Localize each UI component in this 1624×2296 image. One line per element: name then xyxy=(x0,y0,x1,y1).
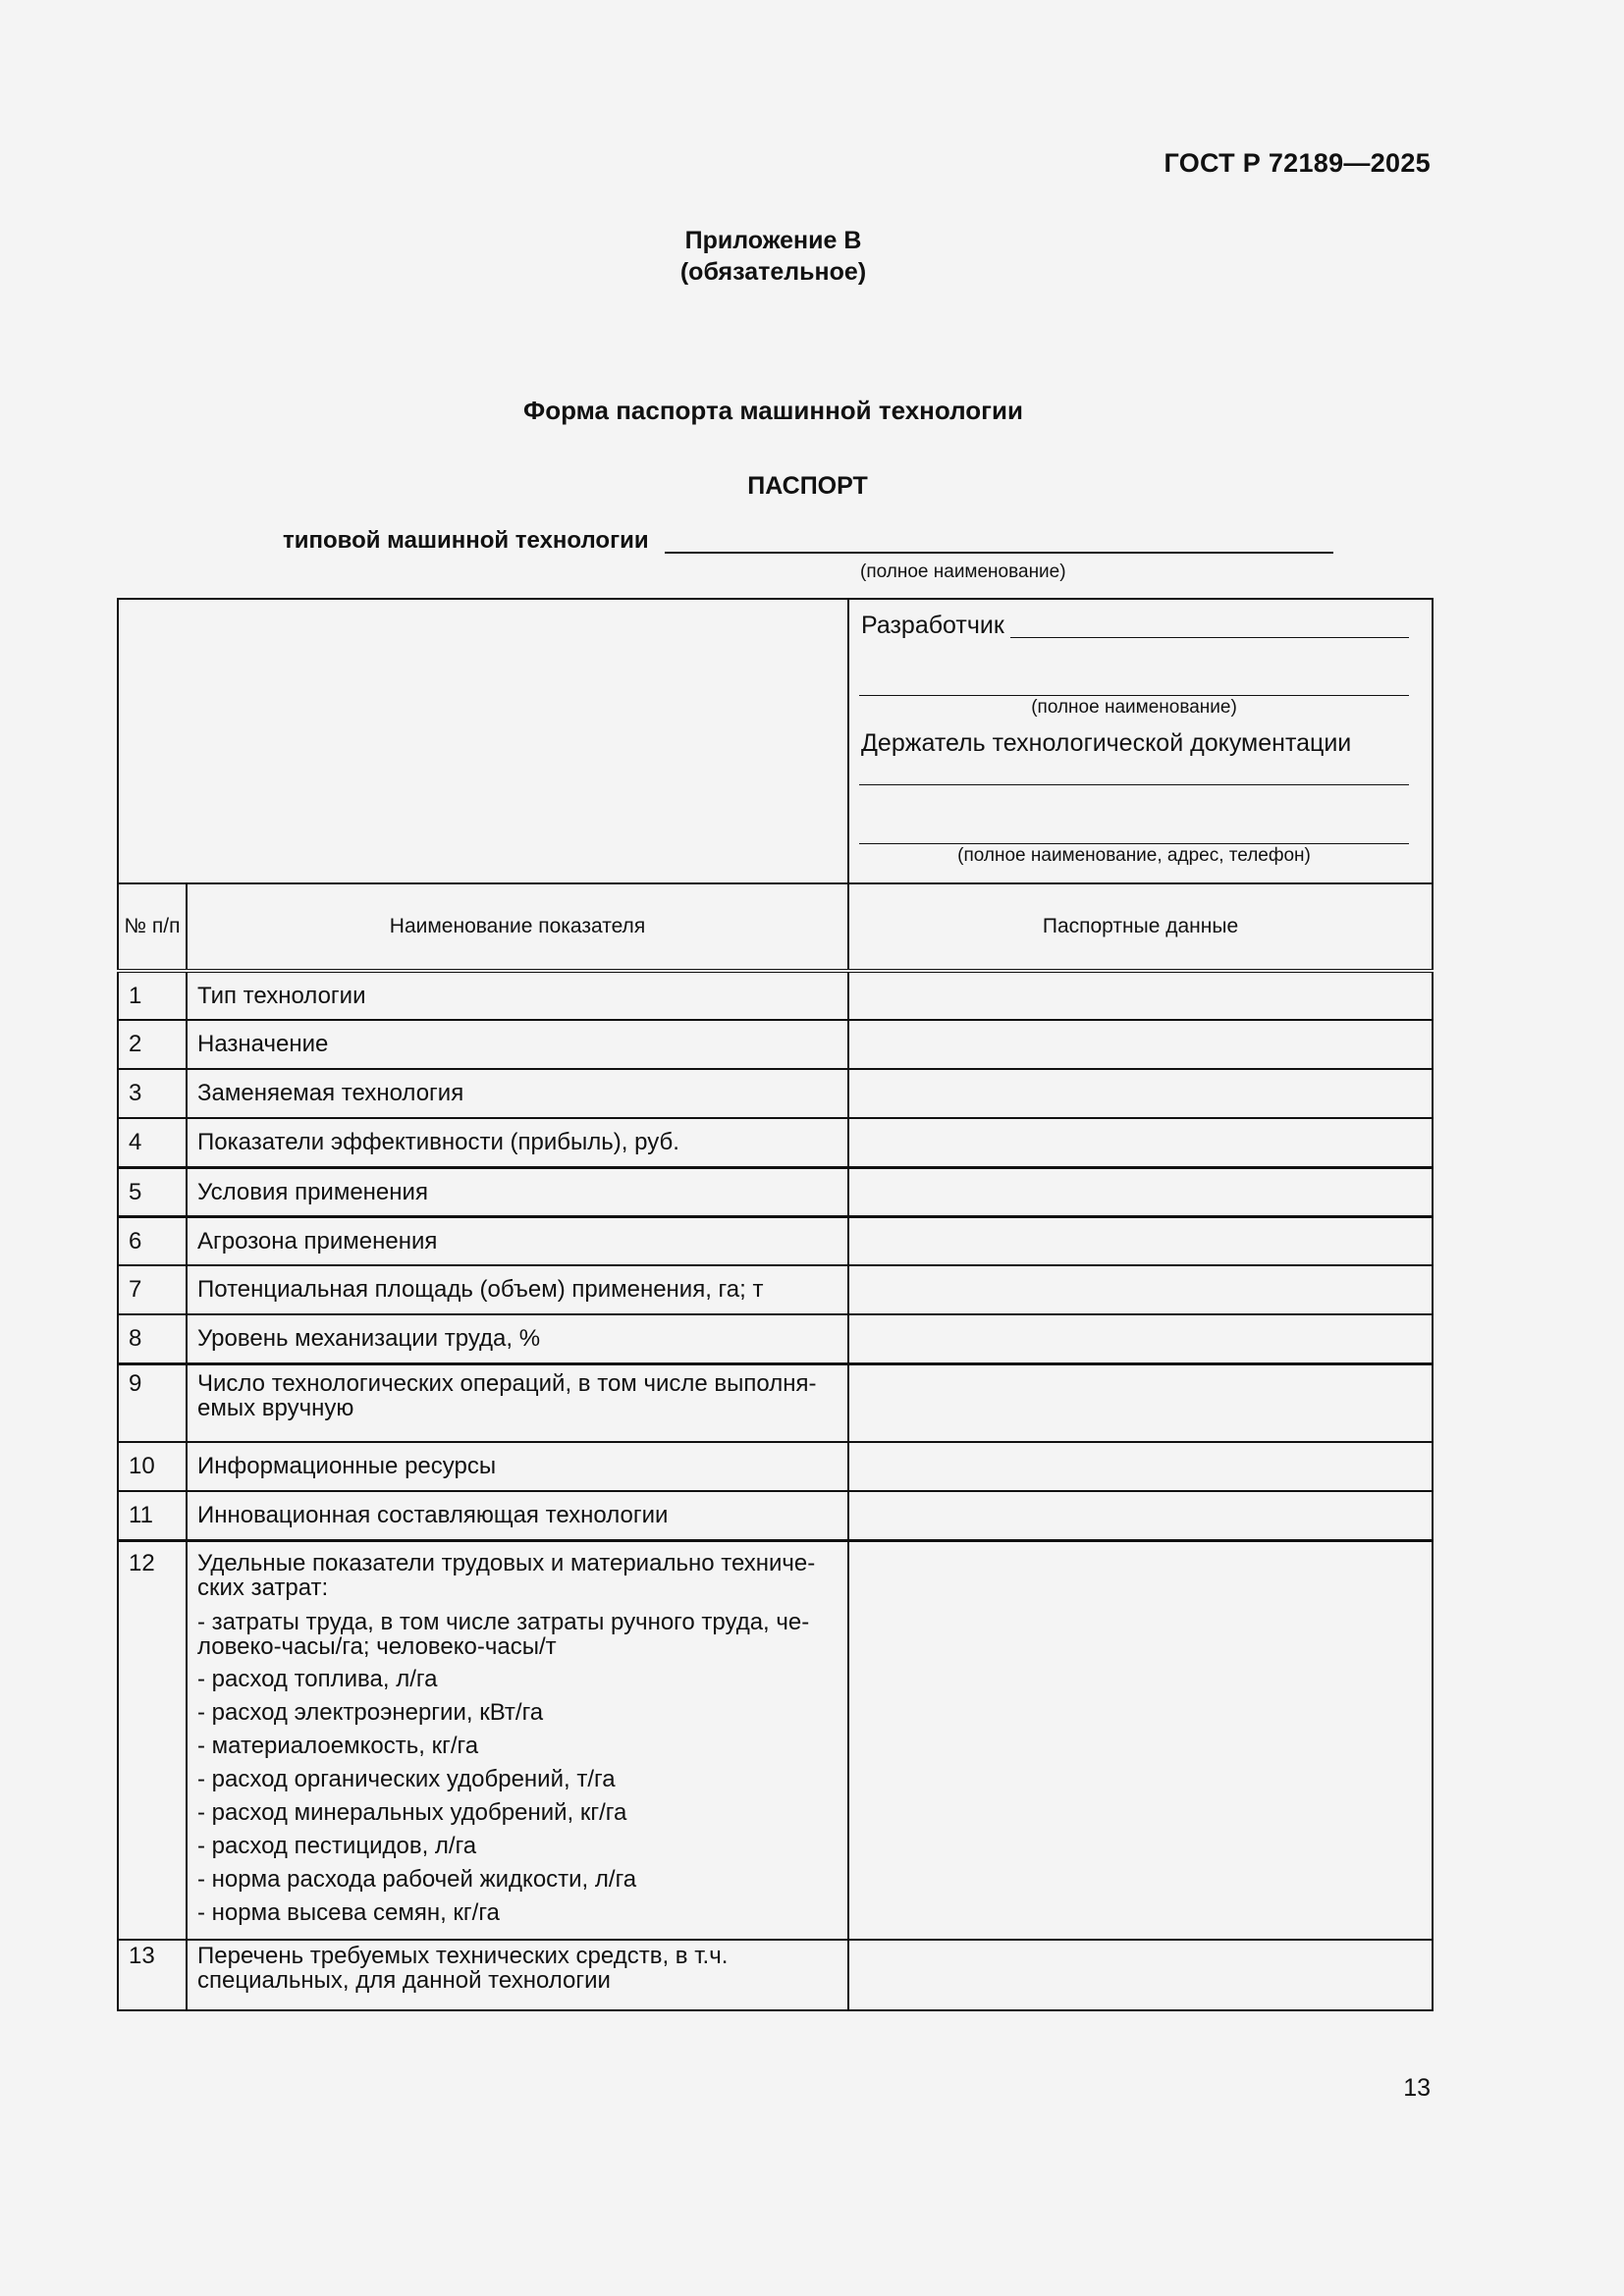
row-name: Показатели эффективности (прибыль), руб. xyxy=(187,1118,848,1167)
holder-field[interactable] xyxy=(859,784,1409,785)
row-data-cell[interactable] xyxy=(848,1265,1433,1314)
table-row xyxy=(118,1118,1433,1167)
row-data-cell[interactable] xyxy=(848,1314,1433,1363)
row-name-group xyxy=(187,1540,848,1940)
row-number: 11 xyxy=(118,1491,187,1540)
column-header-name: Наименование показателя xyxy=(187,883,848,971)
holder-field-line-2[interactable] xyxy=(859,843,1409,844)
row-name: Назначение xyxy=(187,1020,848,1069)
list-item: - норма высева семян, кг/га xyxy=(197,1898,500,1926)
holder-hint: (полное наименование, адрес, телефон) xyxy=(957,845,1311,866)
appendix-status: (обязательное) xyxy=(679,258,867,286)
column-header-number: № п/п xyxy=(118,883,187,971)
table-header-row xyxy=(118,883,1433,971)
list-item: - материалоемкость, кг/га xyxy=(197,1732,479,1759)
row-data-cell[interactable] xyxy=(848,1442,1433,1491)
passport-title: ПАСПОРТ xyxy=(747,472,868,500)
row-name: Перечень требуемых технических средств, в т.ч. специальных, для данной технологии xyxy=(187,1940,848,2010)
row-name: Инновационная составляющая технологии xyxy=(187,1491,848,1540)
row-number: 13 xyxy=(118,1940,187,2010)
row-name: Тип технологии xyxy=(187,971,848,1020)
table-row xyxy=(118,971,1433,1020)
appendix-title: Приложение В xyxy=(684,227,862,254)
list-item: - затраты труда, в том числе затраты ручного труда, че-ловеко-часы/га; человеко-часы/т xyxy=(197,1608,810,1660)
row-name: Потенциальная площадь (объем) применения, га; т xyxy=(187,1265,848,1314)
row-number: 3 xyxy=(118,1069,187,1118)
row-data-cell[interactable] xyxy=(848,1069,1433,1118)
row-number: 1 xyxy=(118,971,187,1020)
table-row xyxy=(118,1216,1433,1265)
list-item: - расход электроэнергии, кВт/га xyxy=(197,1698,544,1726)
developer-field[interactable] xyxy=(1010,637,1409,638)
row-name: Информационные ресурсы xyxy=(187,1442,848,1491)
table-row xyxy=(118,1020,1433,1069)
table-row xyxy=(118,1314,1433,1363)
row-name: Условия применения xyxy=(187,1167,848,1216)
table-row xyxy=(118,1167,1433,1216)
row-data-cell[interactable] xyxy=(848,1363,1433,1442)
row-name: Заменяемая технология xyxy=(187,1069,848,1118)
table-row xyxy=(118,1363,1433,1442)
row-data-cell[interactable] xyxy=(848,971,1433,1020)
list-item: - расход органических удобрений, т/га xyxy=(197,1765,616,1792)
list-item: - расход пестицидов, л/га xyxy=(197,1832,477,1859)
table-row xyxy=(118,1491,1433,1540)
row-number: 10 xyxy=(118,1442,187,1491)
row-number: 6 xyxy=(118,1216,187,1265)
table-row xyxy=(118,1069,1433,1118)
passport-header-block xyxy=(117,598,1434,885)
developer-hint: (полное наименование) xyxy=(1031,697,1237,718)
row-data-cell[interactable] xyxy=(848,1940,1433,2010)
column-header-data: Паспортные данные xyxy=(848,883,1433,971)
row-name: Уровень механизации труда, % xyxy=(187,1314,848,1363)
row-data-cell[interactable] xyxy=(848,1118,1433,1167)
row-name: Агрозона применения xyxy=(187,1216,848,1265)
developer-field-line-2[interactable] xyxy=(859,695,1409,696)
row-number: 2 xyxy=(118,1020,187,1069)
row-name: Удельные показатели трудовых и материально техниче-ских затрат: xyxy=(197,1549,816,1601)
row-data-cell[interactable] xyxy=(848,1167,1433,1216)
table-row xyxy=(118,1540,1433,1940)
row-number: 7 xyxy=(118,1265,187,1314)
indicator-sublist xyxy=(197,1610,839,1930)
list-item: - норма расхода рабочей жидкости, л/га xyxy=(197,1865,637,1893)
row-data-cell[interactable] xyxy=(848,1491,1433,1540)
page-number: 13 xyxy=(1403,2074,1431,2102)
developer-label: Разработчик xyxy=(861,612,1004,639)
document-code: ГОСТ Р 72189—2025 xyxy=(1164,148,1431,178)
row-number: 4 xyxy=(118,1118,187,1167)
row-data-cell[interactable] xyxy=(848,1216,1433,1265)
appendix-heading xyxy=(0,225,1546,288)
header-blank-cell xyxy=(119,600,849,885)
row-number: 5 xyxy=(118,1167,187,1216)
row-data-cell[interactable] xyxy=(848,1020,1433,1069)
row-data-cell[interactable] xyxy=(848,1540,1433,1940)
list-item: - расход минеральных удобрений, кг/га xyxy=(197,1798,627,1826)
table-row xyxy=(118,1442,1433,1491)
table-row xyxy=(118,1265,1433,1314)
form-title: Форма паспорта машинной технологии xyxy=(523,396,1023,425)
header-info-cell xyxy=(849,600,1432,885)
list-item: - расход топлива, л/га xyxy=(197,1665,438,1692)
passport-table xyxy=(117,882,1434,2011)
row-name: Число технологических операций, в том числе выполня-емых вручную xyxy=(187,1363,848,1442)
row-number: 9 xyxy=(118,1363,187,1442)
holder-label: Держатель технологической документации xyxy=(861,729,1352,757)
row-number: 8 xyxy=(118,1314,187,1363)
technology-name-field[interactable] xyxy=(665,552,1333,554)
technology-label: типовой машинной технологии xyxy=(283,527,649,554)
technology-hint: (полное наименование) xyxy=(860,561,1066,582)
row-number: 12 xyxy=(118,1540,187,1940)
table-row xyxy=(118,1940,1433,2010)
